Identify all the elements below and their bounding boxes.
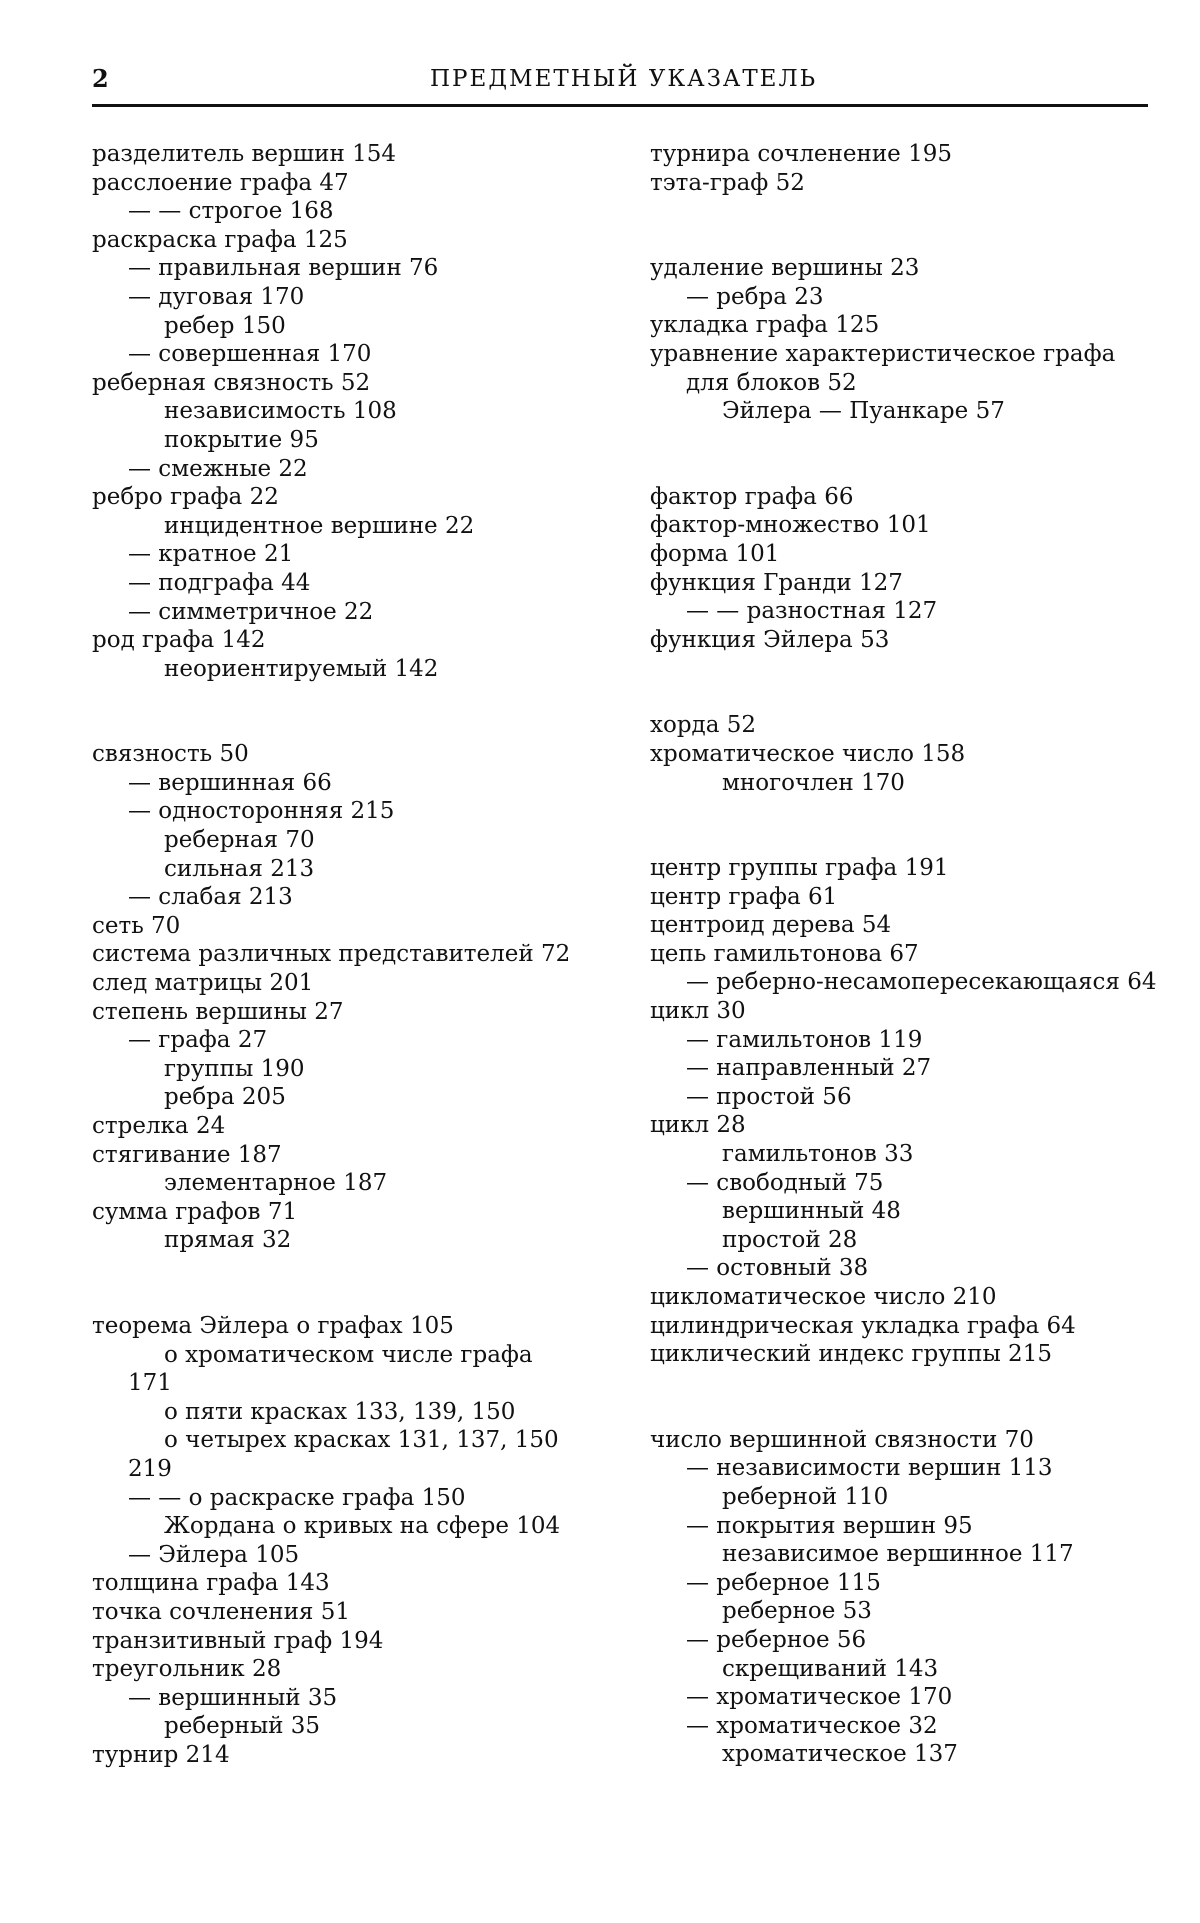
index-entry: — простой 56	[686, 1083, 852, 1110]
index-entry: система различных представителей 72	[92, 941, 571, 968]
index-entry: — реберно-несамопересекающаяся 64	[686, 969, 1157, 996]
index-entry: — вершинный 35	[128, 1684, 338, 1711]
entry-group-gap	[650, 797, 1150, 854]
index-entry: 171	[128, 1370, 172, 1397]
running-title: ПРЕДМЕТНЫЙ УКАЗАТЕЛЬ	[430, 66, 818, 92]
index-entry: — симметричное 22	[128, 598, 374, 625]
index-entry: независимость 108	[164, 398, 397, 425]
index-entry: фактор графа 66	[650, 483, 854, 510]
index-entry: — свободный 75	[686, 1169, 884, 1196]
index-entry: центр группы графа 191	[650, 855, 949, 882]
index-entry: цикл 30	[650, 998, 746, 1025]
index-entry: степень вершины 27	[92, 998, 344, 1025]
index-entry: уравнение характеристическое графа	[650, 340, 1116, 367]
index-entry: функция Эйлера 53	[650, 626, 890, 653]
index-entry: форма 101	[650, 540, 780, 567]
index-entry: реберное 53	[722, 1598, 872, 1625]
index-entry: — — строгое 168	[128, 198, 334, 225]
index-entry: — дуговая 170	[128, 283, 305, 310]
index-entry: — хроматическое 32	[686, 1712, 938, 1739]
index-entry: центр графа 61	[650, 883, 838, 910]
index-entry: сеть 70	[92, 912, 181, 939]
index-entry: группы 190	[164, 1055, 305, 1082]
index-entry: гамильтонов 33	[722, 1141, 914, 1168]
index-entry: род графа 142	[92, 627, 266, 654]
index-entry: реберная 70	[164, 827, 315, 854]
index-entry: тэта-граф 52	[650, 169, 805, 196]
index-entry: простой 28	[722, 1226, 858, 1253]
index-entry: — кратное 21	[128, 541, 294, 568]
index-entry: — — о раскраске графа 150	[128, 1484, 466, 1511]
entry-group-gap	[650, 197, 1150, 254]
index-entry: связность 50	[92, 741, 249, 768]
index-entry: — хроматическое 170	[686, 1684, 953, 1711]
index-entry: — гамильтонов 119	[686, 1026, 923, 1053]
index-entry: — независимости вершин 113	[686, 1455, 1053, 1482]
index-entry: ребра 205	[164, 1084, 286, 1111]
header-rule	[92, 104, 1148, 107]
entry-group-gap	[650, 1369, 1150, 1426]
index-entry: для блоков 52	[686, 369, 857, 396]
index-entry: Жордана о кривых на сфере 104	[164, 1513, 561, 1540]
index-entry: — Эйлера 105	[128, 1541, 300, 1568]
index-entry: инцидентное вершине 22	[164, 512, 475, 539]
index-entry: цепь гамильтонова 67	[650, 940, 919, 967]
index-entry: реберной 110	[722, 1483, 889, 1510]
index-entry: ребро графа 22	[92, 484, 279, 511]
index-entry: хорда 52	[650, 712, 756, 739]
index-entry: о четырех красках 131, 137, 150	[164, 1427, 559, 1454]
index-entry: — реберное 56	[686, 1626, 867, 1653]
index-entry: расслоение графа 47	[92, 169, 349, 196]
index-entry: точка сочленения 51	[92, 1598, 351, 1625]
index-entry: толщина графа 143	[92, 1570, 330, 1597]
index-entry: след матрицы 201	[92, 970, 314, 997]
index-entry: — покрытия вершин 95	[686, 1512, 973, 1539]
index-entry: хроматическое число 158	[650, 740, 966, 767]
index-entry: цикломатическое число 210	[650, 1284, 997, 1310]
index-entry: неориентируемый 142	[164, 655, 439, 682]
index-entry: хроматическое 137	[722, 1741, 958, 1768]
index-entry: — графа 27	[128, 1027, 268, 1054]
index-entry: фактор-множество 101	[650, 512, 931, 539]
index-entry: — односторонняя 215	[128, 798, 395, 825]
index-entry: — — разностная 127	[686, 598, 938, 625]
index-entry: число вершинной связности 70	[650, 1426, 1034, 1453]
index-entry: — смежные 22	[128, 455, 308, 482]
index-column-left	[92, 140, 612, 1769]
index-entry: центроид дерева 54	[650, 912, 892, 939]
index-entry: ребер 150	[164, 312, 286, 339]
index-entry: — реберное 115	[686, 1569, 881, 1596]
index-entry: Эйлера — Пуанкаре 57	[722, 398, 1005, 425]
index-entry: скрещиваний 143	[722, 1655, 939, 1682]
index-entry: — направленный 27	[686, 1055, 932, 1082]
index-column-right	[650, 140, 1157, 1769]
entry-group-gap	[650, 426, 1150, 483]
index-entry: вершинный 48	[722, 1198, 901, 1225]
index-entry: стрелка 24	[92, 1113, 226, 1139]
index-entry: турнира сочленение 195	[650, 141, 952, 167]
index-entry: циклический индекс группы 215	[650, 1341, 1052, 1368]
index-entry: — вершинная 66	[128, 769, 332, 796]
index-entry: — остовный 38	[686, 1255, 869, 1282]
index-entry: треугольник 28	[92, 1656, 282, 1683]
index-entry: цилиндрическая укладка графа 64	[650, 1312, 1076, 1339]
index-entry: разделитель вершин 154	[92, 141, 397, 167]
index-entry: укладка графа 125	[650, 312, 880, 339]
index-entry: сумма графов 71	[92, 1198, 298, 1225]
index-entry: независимое вершинное 117	[722, 1541, 1074, 1568]
index-entry: сильная 213	[164, 855, 315, 882]
index-entry: реберный 35	[164, 1713, 321, 1740]
index-entry: турнир 214	[92, 1741, 230, 1768]
index-entry: — ребра 23	[686, 283, 824, 310]
index-entry: многочлен 170	[722, 769, 905, 796]
index-entry: прямая 32	[164, 1227, 292, 1254]
index-entry: — совершенная 170	[128, 341, 372, 368]
index-entry: покрытие 95	[164, 426, 319, 453]
index-entry: цикл 28	[650, 1112, 746, 1139]
index-entry: транзитивный граф 194	[92, 1627, 384, 1654]
entry-group-gap	[92, 1255, 612, 1312]
index-entry: — слабая 213	[128, 884, 293, 911]
index-entry: — подграфа 44	[128, 569, 311, 596]
index-entry: 219	[128, 1455, 172, 1482]
index-entry: теорема Эйлера о графах 105	[92, 1312, 454, 1339]
index-entry: функция Гранди 127	[650, 569, 903, 596]
index-entry: раскраска графа 125	[92, 226, 348, 253]
index-entry: стягивание 187	[92, 1141, 282, 1168]
index-entry: о хроматическом числе графа	[164, 1341, 533, 1368]
index-entry: — правильная вершин 76	[128, 255, 439, 282]
entry-group-gap	[92, 683, 612, 740]
index-entry: элементарное 187	[164, 1170, 388, 1197]
index-entry: о пяти красках 133, 139, 150	[164, 1398, 516, 1425]
entry-group-gap	[650, 654, 1150, 711]
index-entry: удаление вершины 23	[650, 255, 920, 282]
page-number: 2	[92, 64, 110, 93]
index-entry: реберная связность 52	[92, 369, 371, 396]
